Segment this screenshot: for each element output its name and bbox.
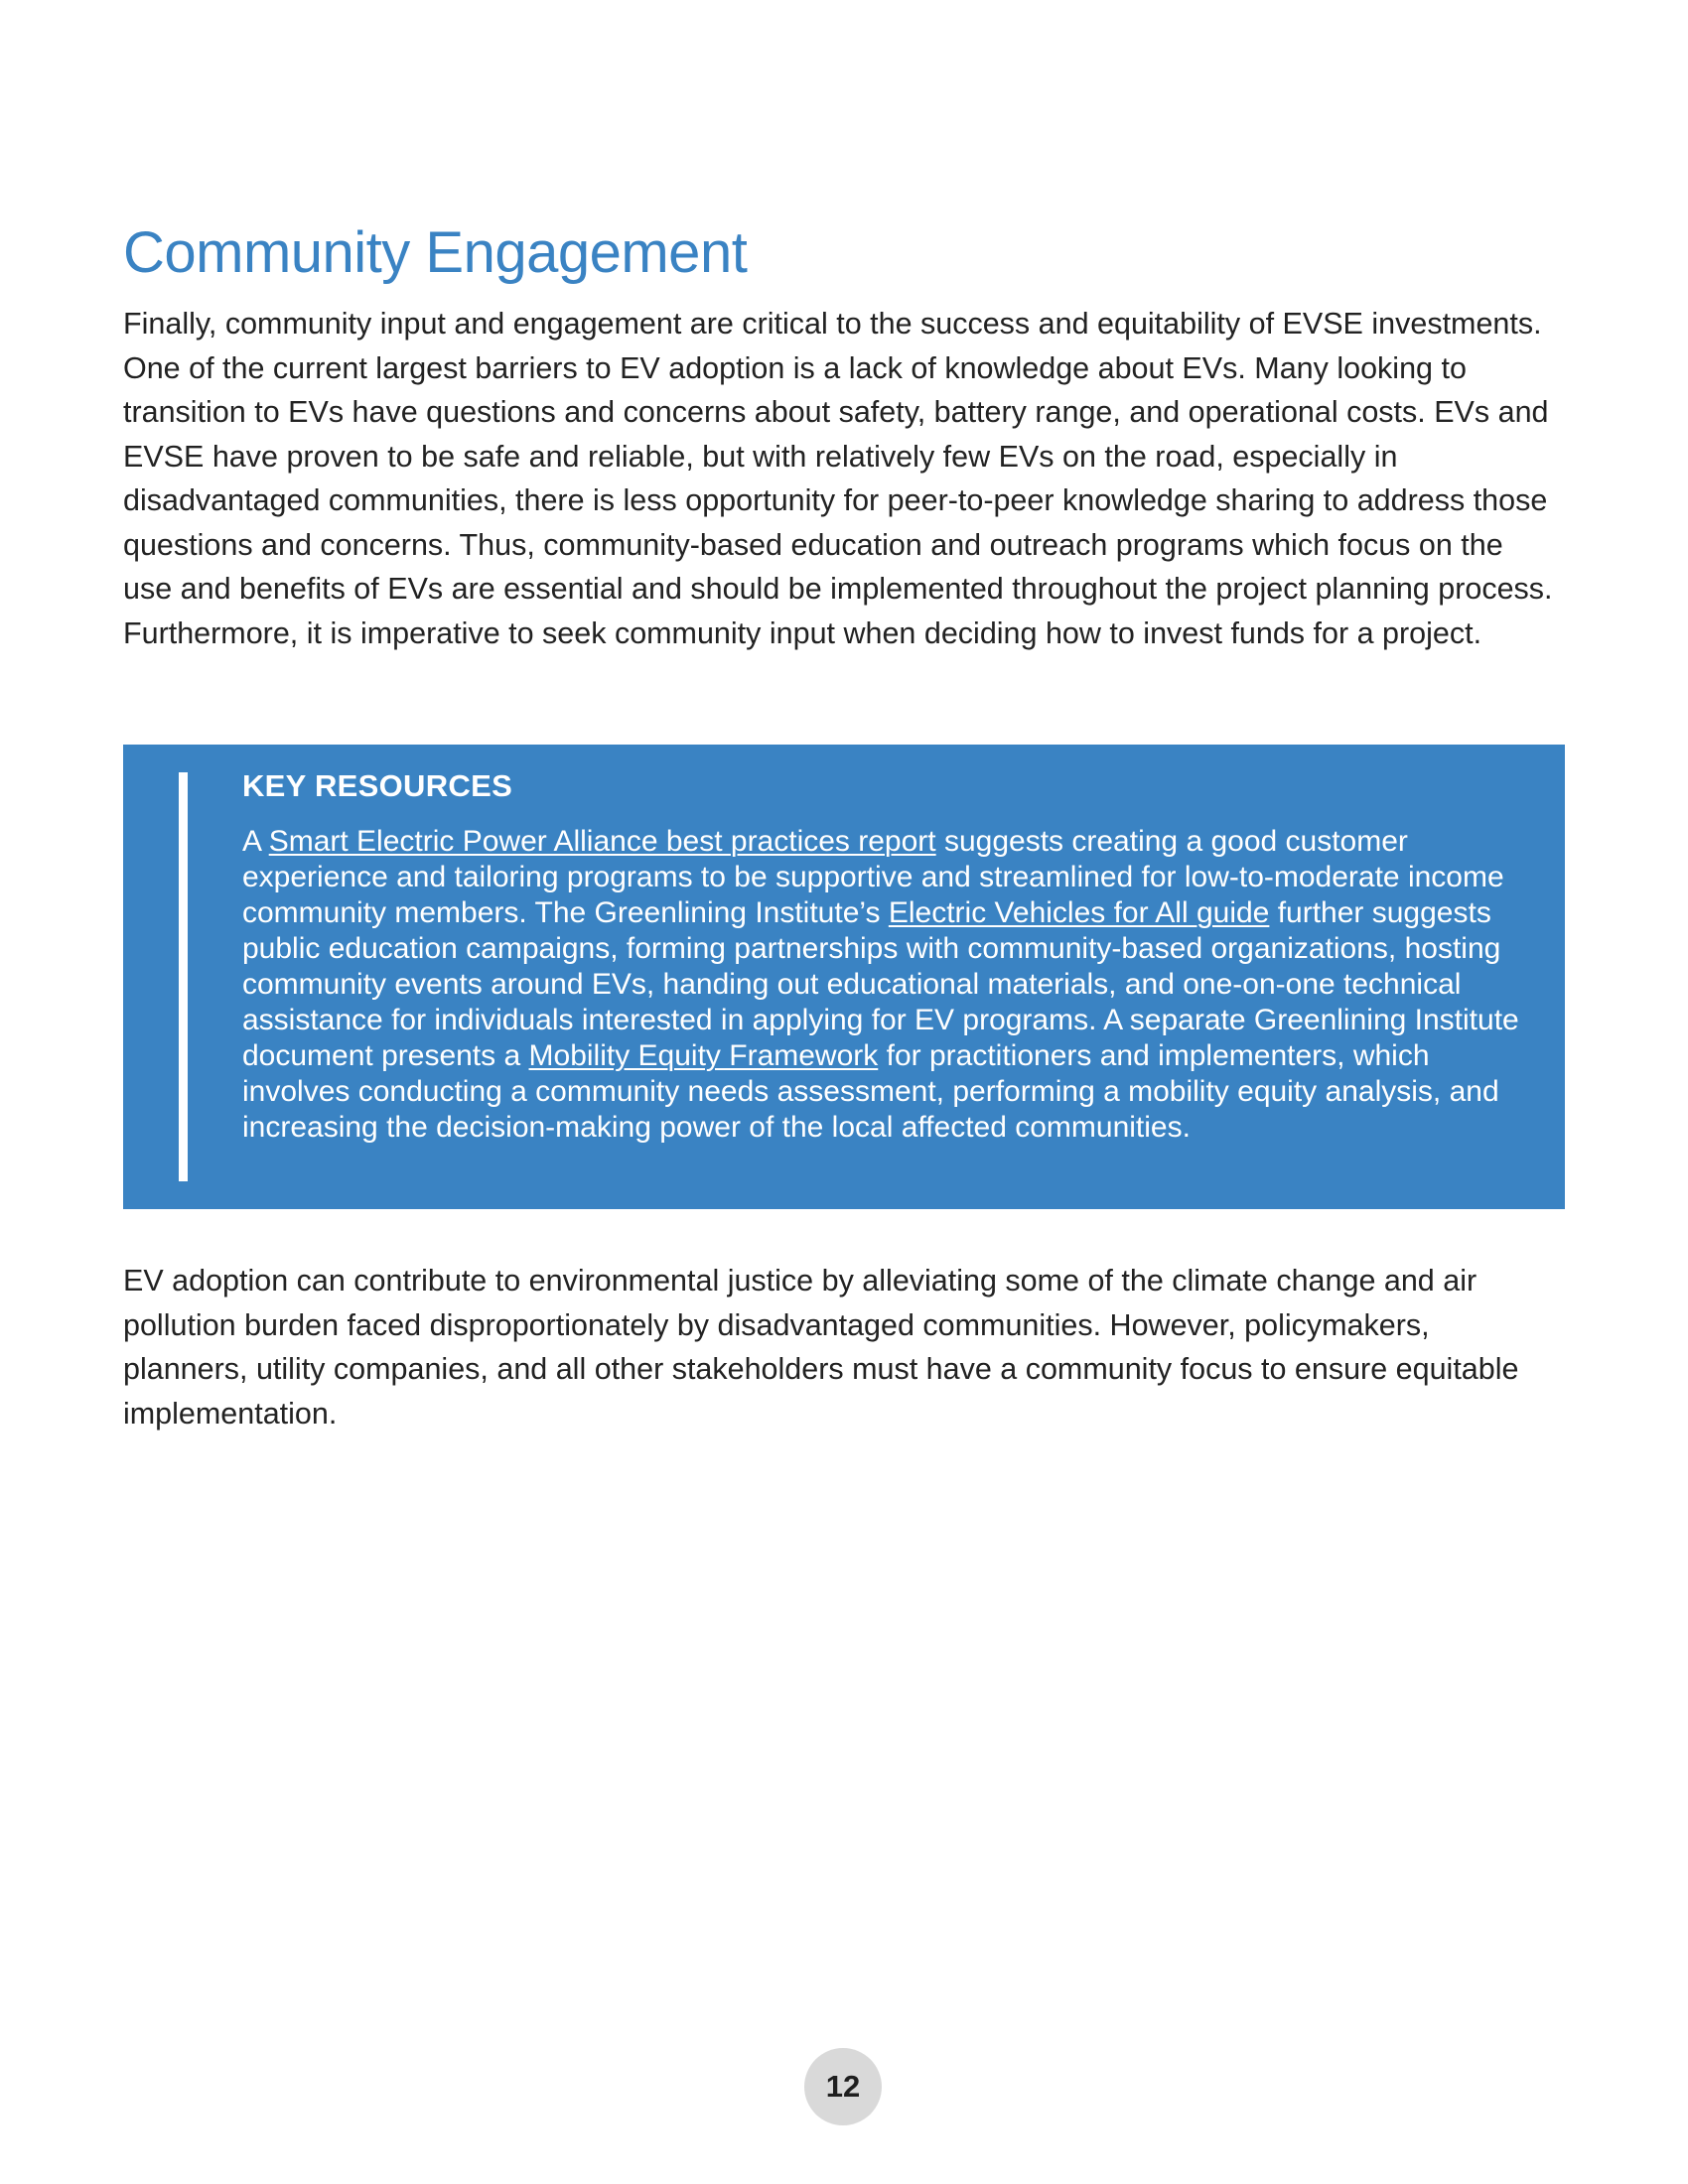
key-resources-box	[123, 745, 1565, 1209]
mobility-equity-framework-link[interactable]: Mobility Equity Framework	[528, 1039, 879, 1072]
page-number-badge: 12	[804, 2048, 882, 2125]
key-resources-text-4: for practitioners and implementers, which involves conducting a community needs assessment, performing a mobility equity analysis, and increasing the decision-making power of the local affected communities.	[242, 1039, 1499, 1144]
key-resources-paragraph	[242, 824, 1523, 1146]
section-title: Community Engagement	[123, 220, 748, 285]
sepa-report-link[interactable]: Smart Electric Power Alliance best practices report	[268, 825, 936, 858]
key-resources-heading: KEY RESOURCES	[242, 768, 513, 803]
key-resources-text-1: A	[242, 825, 269, 858]
intro-paragraph: Finally, community input and engagement are critical to the success and equitability of EVSE investments. One of the current largest barriers to EV adoption is a lack of knowledge about EVs. Many looking to transition to EVs have questions and concerns about safety, battery range, and operational costs. EVs and EVSE have proven to be safe and reliable, but with relatively few EVs on the road, especially in disadvantaged communities, there is less opportunity for peer-to-peer knowledge sharing to address those questions and concerns. Thus, community-based education and outreach programs which focus on the use and benefits of EVs are essential and should be implemented throughout the project planning process. Furthermore, it is imperative to seek community input when deciding how to invest funds for a project.	[123, 307, 1553, 650]
closing-paragraph: EV adoption can contribute to environmental justice by alleviating some of the climate change and air pollution burden faced disproportionately by disadvantaged communities. However, policymakers, planners, utility companies, and all other stakeholders must have a community focus to ensure equitable implementation.	[123, 1264, 1519, 1431]
key-resources-content	[242, 766, 1523, 1146]
key-resources-text-2: suggests creating a good customer experience and tailoring programs to be supportive and streamlined for low-to-moderate income community members. The Greenlining Institute’s	[242, 825, 1504, 929]
key-resources-text-3: further suggests public education campaigns, forming partnerships with community-based organizations, hosting community events around EVs, handing out educational materials, and one-on-one technical assistance for individuals interested in applying for EV programs. A separate Greenlining Institute document presents a	[242, 896, 1519, 1072]
ev-for-all-guide-link[interactable]: Electric Vehicles for All guide	[888, 896, 1270, 929]
key-resources-accent-bar	[179, 772, 188, 1181]
